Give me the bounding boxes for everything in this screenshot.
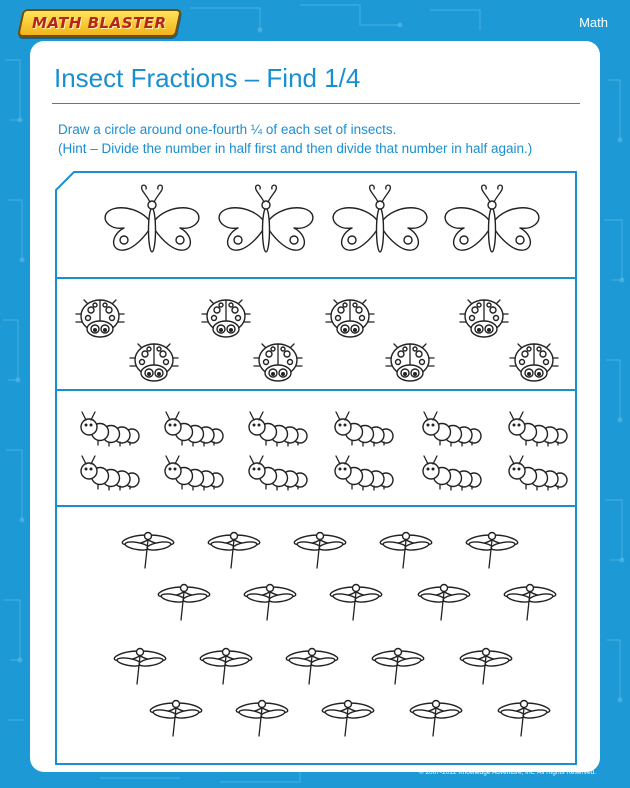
dragonfly-11 [113,649,166,685]
dragonfly-10 [503,585,556,621]
ladybug-8 [510,344,558,381]
caterpillar-2 [165,412,223,446]
dragonfly-12 [199,649,252,685]
dragonfly-9 [417,585,470,621]
logo-text: MATH BLASTER [32,14,167,32]
dragonfly-19 [409,701,462,737]
butterfly-3 [333,185,427,252]
dragonfly-14 [371,649,424,685]
dragonfly-6 [157,585,210,621]
ladybug-7 [386,344,434,381]
butterfly-set [105,185,539,252]
dragonfly-16 [149,701,202,737]
dragonfly-15 [459,649,512,685]
instruction-line-1: Draw a circle around one-fourth ¼ of each set of insects. [58,122,397,137]
caterpillar-6 [509,412,567,446]
butterfly-1 [105,185,199,252]
dragonfly-13 [285,649,338,685]
ladybug-1 [76,300,124,337]
caterpillar-10 [335,456,393,490]
instructions [58,120,578,158]
math-blaster-logo[interactable] [17,9,181,37]
ladybug-6 [254,344,302,381]
dragonfly-17 [235,701,288,737]
dragonfly-5 [465,533,518,569]
caterpillar-8 [165,456,223,490]
dragonfly-set [113,533,556,737]
copyright-footer: © 2007-2012 Knowledge Adventure, Inc. All Rights Reserved. [418,769,596,776]
title-divider [52,103,580,104]
dragonfly-4 [379,533,432,569]
dragonfly-20 [497,701,550,737]
ladybug-set [76,300,558,381]
page-title: Insect Fractions – Find 1/4 [54,63,361,93]
dragonfly-2 [207,533,260,569]
caterpillar-7 [81,456,139,490]
ladybug-2 [202,300,250,337]
dragonfly-8 [329,585,382,621]
butterfly-4 [445,185,539,252]
caterpillar-1 [81,412,139,446]
dragonfly-1 [121,533,174,569]
caterpillar-set [81,412,567,490]
dragonfly-7 [243,585,296,621]
dragonfly-3 [293,533,346,569]
caterpillar-11 [423,456,481,490]
subject-label: Math [579,15,608,30]
caterpillar-5 [423,412,481,446]
dragonfly-18 [321,701,374,737]
ladybug-4 [460,300,508,337]
caterpillar-9 [249,456,307,490]
insect-sets-frame [54,170,578,766]
caterpillar-3 [249,412,307,446]
ladybug-5 [130,344,178,381]
worksheet-sheet [30,41,600,772]
caterpillar-4 [335,412,393,446]
butterfly-2 [219,185,313,252]
caterpillar-12 [509,456,567,490]
ladybug-3 [326,300,374,337]
instruction-line-2: (Hint – Divide the number in half first and then divide that number in half again.) [58,141,533,156]
